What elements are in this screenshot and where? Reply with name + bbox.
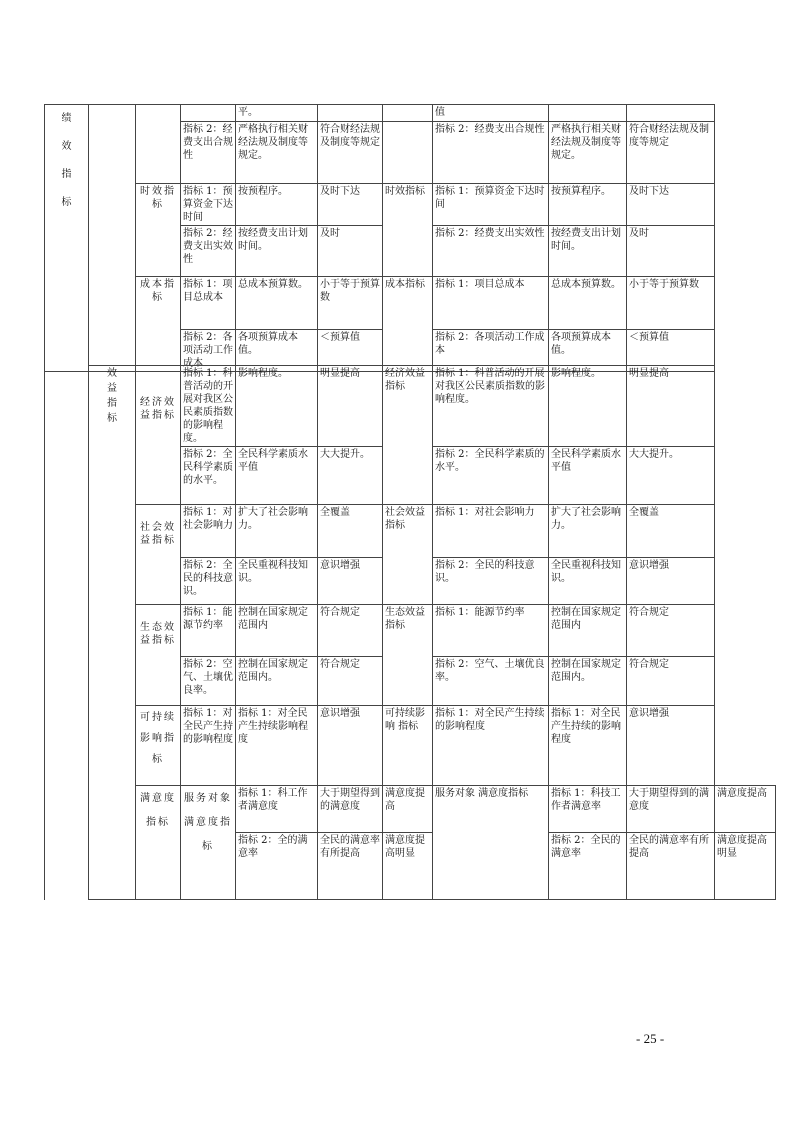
cell: 大大提升。 [318, 447, 383, 505]
cell: 符合规定 [318, 657, 383, 706]
cost-label: 成本指标 [136, 277, 181, 372]
cell: 指标 1：对全民产生持续影响程度 [236, 706, 318, 786]
cell: 按经费支出计划时间。 [549, 226, 627, 277]
cell: 符合规定 [318, 605, 383, 657]
table-row [45, 184, 776, 226]
cell: 指标 1：预算资金下达时间 [433, 184, 549, 226]
cell: 满意度提高 [715, 786, 776, 833]
cell: 及时 [318, 226, 383, 277]
category-cell: 成本指标 [383, 277, 433, 372]
cell: 指标 1：对社会影响力 [181, 505, 236, 558]
cell: 大大提升。 [627, 447, 715, 505]
cell: 全民科学素质水平值 [549, 447, 627, 505]
cell: 小于等于预算数 [627, 277, 715, 330]
table-row [45, 366, 776, 447]
cell: ＜预算值 [318, 330, 383, 372]
cell: 各项预算成本值。 [236, 330, 318, 372]
cell: 全民的满意率有所提高 [627, 833, 715, 900]
level2-blank [89, 105, 136, 372]
cell: 按预算程序。 [549, 184, 627, 226]
cell: 指标 1：对社会影响力 [433, 505, 549, 558]
cell: 全覆盖 [318, 505, 383, 558]
table-row [45, 505, 776, 558]
cell [318, 105, 383, 122]
cell: ＜预算值 [627, 330, 715, 372]
level1-performance: 绩效指标 [45, 105, 89, 372]
cell: 指标 1：对全民产生持续的影响程度 [433, 706, 549, 786]
cell: 大于期望得到的满意度 [318, 786, 383, 833]
cell: 全民的满意率有所提高 [318, 833, 383, 900]
cell: 指标 1：项目总成本 [433, 277, 549, 330]
cell: 意识增强 [318, 558, 383, 605]
cell [181, 105, 236, 122]
cell: 指标 2：经费支出实效性 [433, 226, 549, 277]
performance-table [44, 104, 776, 372]
cell: 满意度提高明显 [715, 833, 776, 900]
cell [383, 122, 433, 184]
cell: 指标 2：各项活动工作成本 [433, 330, 549, 372]
cell: 影响程度。 [549, 366, 627, 447]
cell: 指标 1：对全民产生持的影响程度 [181, 706, 236, 786]
cell: 指标 2：各项活动工作成本 [181, 330, 236, 372]
level3-blank [136, 105, 181, 184]
cell: 扩大了社会影响力。 [549, 505, 627, 558]
cell: 指标 2：全民的科技意识。 [181, 558, 236, 605]
cell: 指标 1：科普活动的开展对我区公民素质指数的影响程度。 [181, 366, 236, 447]
cell [549, 105, 627, 122]
cell: 及时下达 [627, 184, 715, 226]
cell: 平。 [236, 105, 318, 122]
table-row [45, 786, 776, 833]
cell: 小于等于预算数 [318, 277, 383, 330]
cell: 全民重视科技知识。 [236, 558, 318, 605]
cell: 指标 1：科工作者满意度 [236, 786, 318, 833]
cell: 严格执行相关财经法规及制度等规定。 [236, 122, 318, 184]
timeliness-label: 时效指标 [136, 184, 181, 277]
category-cell: 时效指标 [383, 184, 433, 277]
cell: 指标 2：全的满意率 [236, 833, 318, 900]
level2-benefit [89, 366, 136, 900]
cell: 各项预算成本值。 [549, 330, 627, 372]
economic-label: 经济效益指标 [136, 366, 181, 505]
cell: 控制在国家规定范围内 [236, 605, 318, 657]
cell: 严格执行相关财经法规及制度等规定。 [549, 122, 627, 184]
service-label: 服务对象满意度指标 [181, 786, 236, 900]
category-cell: 生态效益指标 [383, 605, 433, 706]
cell: 全民重视科技知识。 [549, 558, 627, 605]
eco-label: 生态效益指标 [136, 605, 181, 706]
cell: 控制在国家规定范围内。 [549, 657, 627, 706]
cell: 指标 1：预算资金下达时间 [181, 184, 236, 226]
cell: 符合规定 [627, 657, 715, 706]
table-row [45, 105, 776, 122]
cell: 符合财经法规及制度等规定 [627, 122, 715, 184]
table-row [45, 706, 776, 786]
cell: 总成本预算数。 [549, 277, 627, 330]
cell: 指标 1：能源节约率 [433, 605, 549, 657]
cell: 控制在国家规定范围内。 [236, 657, 318, 706]
sustain-label: 可持续影响指标 [136, 706, 181, 786]
cell: 及时下达 [318, 184, 383, 226]
social-label: 社会效益指标 [136, 505, 181, 605]
cell: 大于期望得到的满意度 [627, 786, 715, 833]
category-cell: 经济效益指标 [383, 366, 433, 505]
cell: 指标 2：经费支出合规性 [181, 122, 236, 184]
cell: 全民科学素质水平值 [236, 447, 318, 505]
cell: 符合财经法规及制度等规定 [318, 122, 383, 184]
cell [383, 105, 433, 122]
cell: 扩大了社会影响力。 [236, 505, 318, 558]
cell: 明显提高 [318, 366, 383, 447]
cell: 指标 1：科技工作者满意率 [549, 786, 627, 833]
level2-benefit-text: 效益指标 [107, 368, 117, 424]
category-cell: 社会效益指标 [383, 505, 433, 605]
cell: 意识增强 [627, 706, 715, 786]
category-cell: 服务对象 满意度指标 [433, 786, 549, 900]
cell: 指标 1：对全民产生持续的影响程度 [549, 706, 627, 786]
cell: 及时 [627, 226, 715, 277]
cell: 指标 2：经费支出实效性 [181, 226, 236, 277]
cell: 意识增强 [627, 558, 715, 605]
cell: 满意度提高 [383, 786, 433, 833]
cell: 指标 1：项目总成本 [181, 277, 236, 330]
cell: 指标 2：全民的科技意识。 [433, 558, 549, 605]
cell: 指标 1：科普活动的开展对我区公民素质指数的影响程度。 [433, 366, 549, 447]
cell: 指标 2：空气、土壤优良率。 [181, 657, 236, 706]
cell: 指标 2：空气、土壤优良率。 [433, 657, 549, 706]
cell: 按经费支出计划时间。 [236, 226, 318, 277]
level2-satisfaction: 满意度指标 [136, 786, 181, 900]
cell: 满意度提高明显 [383, 833, 433, 900]
level1-continuation [45, 366, 89, 900]
cell: 全覆盖 [627, 505, 715, 558]
benefit-table [44, 365, 776, 900]
cell: 指标 2：全民的满意率 [549, 833, 627, 900]
cell: 值 [433, 105, 549, 122]
cell: 指标 2：经费支出合规性 [433, 122, 549, 184]
cell: 符合规定 [627, 605, 715, 657]
cell: 指标 1：能源节约率 [181, 605, 236, 657]
cell: 影响程度。 [236, 366, 318, 447]
cell: 控制在国家规定范围内 [549, 605, 627, 657]
page-number: - 25 - [636, 1031, 665, 1046]
cell: 意识增强 [318, 706, 383, 786]
cell: 总成本预算数。 [236, 277, 318, 330]
table-row [45, 605, 776, 657]
category-cell: 可持续影响 指标 [383, 706, 433, 786]
cell: 指标 2：全民科学素质的水平。 [433, 447, 549, 505]
cell: 指标 2：全民科学素质的水平。 [181, 447, 236, 505]
cell [627, 105, 715, 122]
table-row [45, 277, 776, 330]
cell: 明显提高 [627, 366, 715, 447]
cell: 按预程序。 [236, 184, 318, 226]
